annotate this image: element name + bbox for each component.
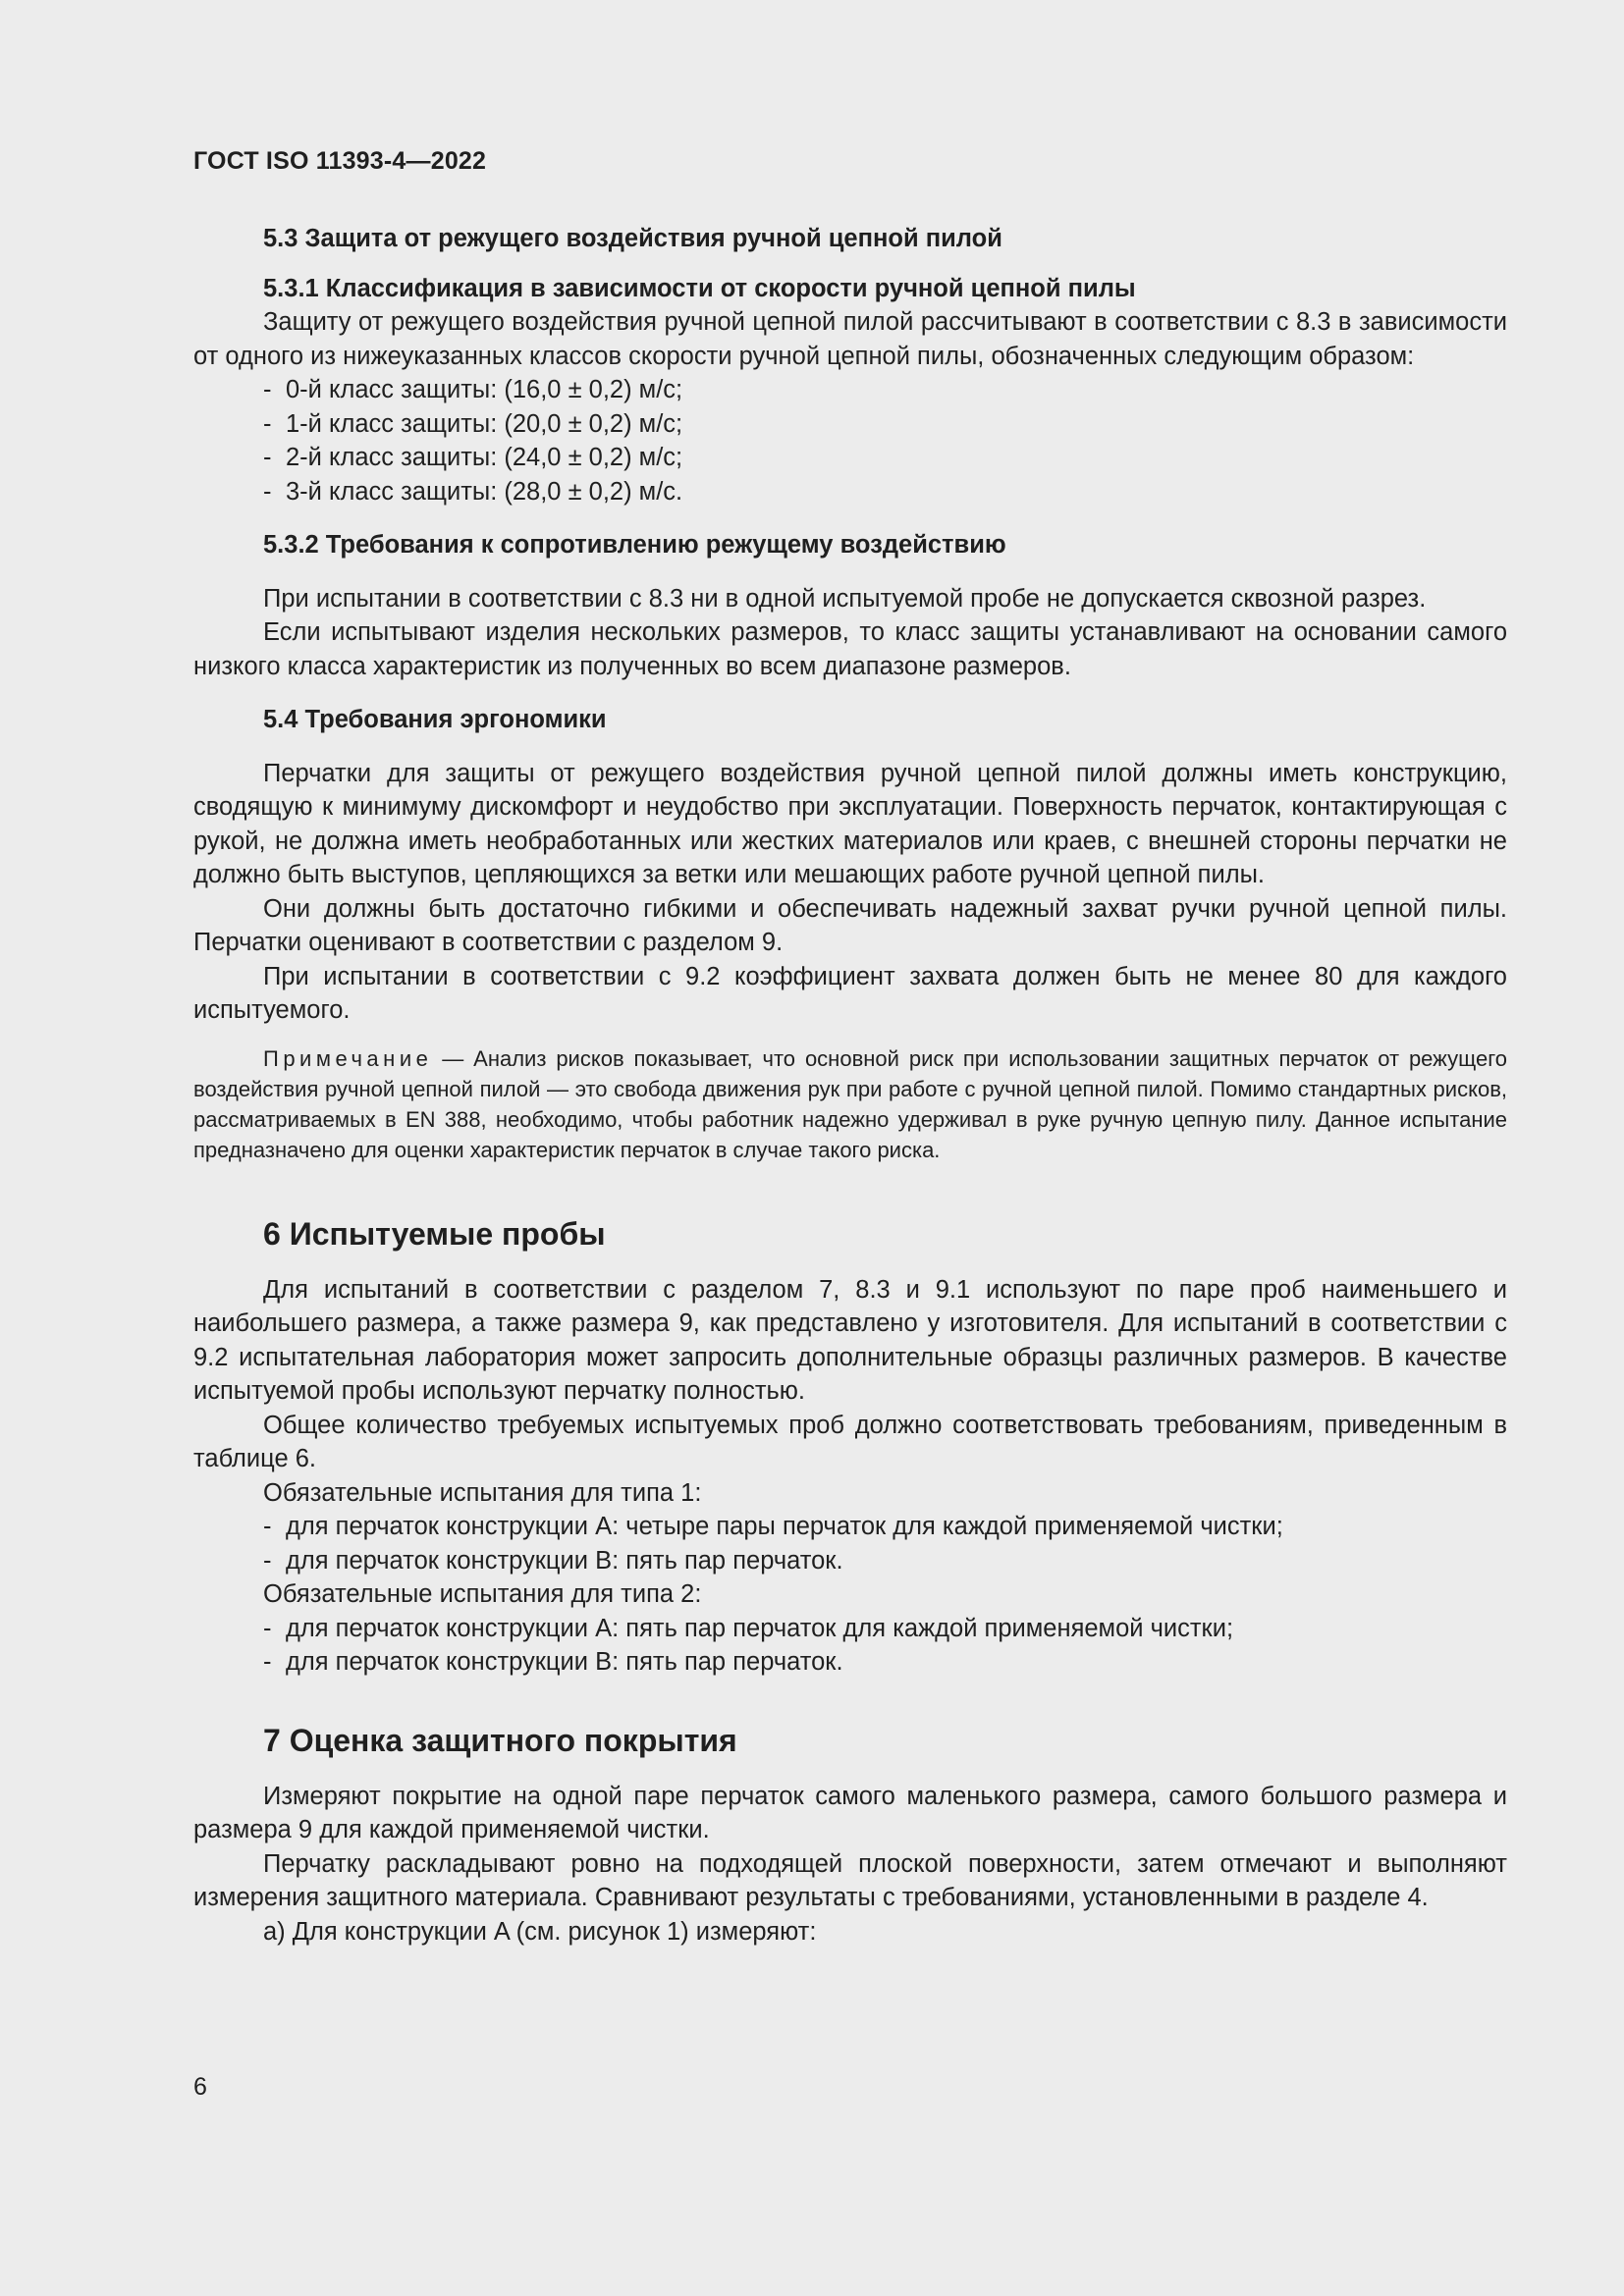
note-text: — Анализ рисков показывает, что основной риск при использовании защитных перчаток от режущего воздействия ручной цепной пилой — это свобода движения рук при работе с ручной цепной пилой. Помимо стандартных рисков, рассматриваемых в EN 388, необходимо, чтобы работник надежно удерживал в руке ручную цепную пилу. Данное испытание предназначено для оценки характеристик перчаток в случае такого риска. [193, 1045, 1507, 1162]
note-label: Примечание [263, 1045, 433, 1071]
paragraph: Защиту от режущего воздействия ручной цепной пилой рассчитывают в соответствии с 8.3 в зависимости от одного из нижеуказанных классов скорости ручной цепной пилы, обозначенных следующим образом: [193, 308, 1507, 370]
note [193, 1043, 1507, 1165]
section-heading-5-3-1: 5.3.1 Классификация в зависимости от скорости ручной цепной пилы [263, 274, 1136, 302]
list-item: - для перчаток конструкции B: пять пар перчаток. [263, 1648, 843, 1676]
list-item: - для перчаток конструкции A: пять пар перчаток для каждой применяемой чистки; [263, 1614, 1234, 1642]
section-heading-7: 7 Оценка защитного покрытия [263, 1722, 737, 1758]
type2-label: Обязательные испытания для типа 2: [263, 1580, 702, 1608]
section-heading-5-3: 5.3 Защита от режущего воздействия ручной цепной пилой [263, 225, 1002, 252]
list-item: - 3-й класс защиты: (28,0 ± 0,2) м/с. [263, 477, 683, 506]
paragraph: a) Для конструкции A (см. рисунок 1) измеряют: [263, 1917, 817, 1946]
paragraph: Измеряют покрытие на одной паре перчаток самого маленького размера, самого большого размера и размера 9 для каждой применяемой чистки. [193, 1782, 1507, 1843]
paragraph: Перчатку раскладывают ровно на подходящей плоской поверхности, затем отмечают и выполняют измерения защитного материала. Сравнивают результаты с требованиями, установленными в разделе 4. [193, 1849, 1507, 1911]
paragraph: Перчатки для защиты от режущего воздействия ручной цепной пилой должны иметь конструкцию, сводящую к минимуму дискомфорт и неудобство при эксплуатации. Поверхность перчаток, контактирующая с рукой, не должна иметь необработанных или жестких материалов или краев, с внешней стороны перчатки не должно быть выступов, цепляющихся за ветки или мешающих работе ручной цепной пилы. [193, 759, 1507, 888]
document-header: ГОСТ ISO 11393-4—2022 [193, 147, 487, 175]
paragraph: Общее количество требуемых испытуемых проб должно соответствовать требованиям, приведенным в таблице 6. [193, 1411, 1507, 1472]
section-heading-6: 6 Испытуемые пробы [263, 1215, 606, 1252]
list-item: - для перчаток конструкции B: пять пар перчаток. [263, 1546, 843, 1575]
page-number: 6 [193, 2073, 207, 2101]
speed-class-list [193, 373, 1507, 508]
list-item: - 2-й класс защиты: (24,0 ± 0,2) м/с; [263, 444, 683, 471]
type2-list [193, 1612, 1507, 1680]
section-heading-5-3-2: 5.3.2 Требования к сопротивлению режущему воздействию [263, 531, 1006, 559]
paragraph: Если испытывают изделия нескольких размеров, то класс защиты устанавливают на основании самого низкого класса характеристик из полученных во всем диапазоне размеров. [193, 618, 1507, 680]
list-item: - 1-й класс защиты: (20,0 ± 0,2) м/с; [263, 409, 683, 438]
list-item: - 0-й класс защиты: (16,0 ± 0,2) м/с; [263, 376, 683, 403]
document-body [193, 222, 1507, 1949]
paragraph: Для испытаний в соответствии с разделом 7, 8.3 и 9.1 используют по паре проб наименьшего и наибольшего размера, а также размера 9, как представлено у изготовителя. Для испытаний в соответствии с 9.2 испытательная лаборатория может запросить дополнительные образцы различных размеров. В качестве испытуемой пробы используют перчатку полностью. [193, 1275, 1507, 1405]
type1-label: Обязательные испытания для типа 1: [263, 1478, 702, 1507]
paragraph: При испытании в соответствии с 9.2 коэффициент захвата должен быть не менее 80 для каждого испытуемого. [193, 962, 1507, 1024]
list-item: - для перчаток конструкции A: четыре пары перчаток для каждой применяемой чистки; [263, 1513, 1283, 1540]
type1-list [193, 1510, 1507, 1577]
section-heading-5-4: 5.4 Требования эргономики [263, 706, 607, 733]
paragraph: При испытании в соответствии с 8.3 ни в одной испытуемой пробе не допускается сквозной разрез. [263, 584, 1427, 613]
paragraph: Они должны быть достаточно гибкими и обеспечивать надежный захват ручки ручной цепной пилы. Перчатки оценивают в соответствии с разделом 9. [193, 894, 1507, 956]
